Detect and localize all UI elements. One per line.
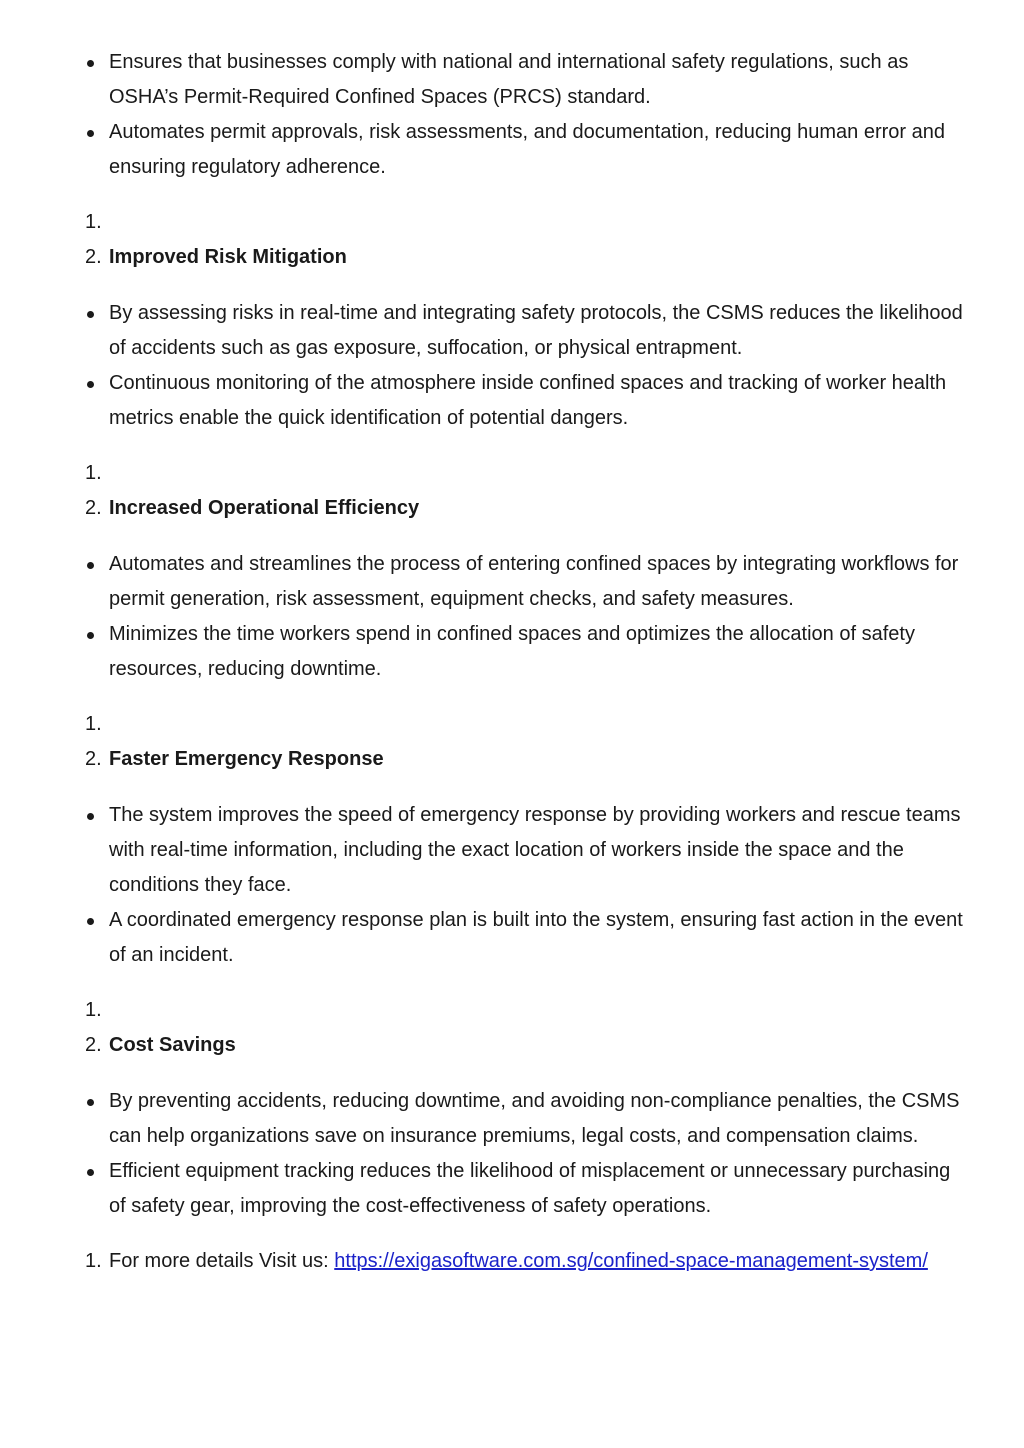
numbered-heading-block [0, 993, 1024, 1063]
website-link[interactable]: https://exigasoftware.com.sg/confined-space-management-system/ [334, 1250, 928, 1272]
list-number: 2. [85, 748, 102, 770]
list-item: By preventing accidents, reducing downtime, and avoiding non-compliance penalties, the CSMS can help organizations save on insurance premiums, legal costs, and compensation claims. [0, 1084, 1024, 1154]
list-item: Minimizes the time workers spend in confined spaces and optimizes the allocation of safety resources, reducing downtime. [0, 617, 1024, 687]
footer-text: For more details Visit us: [109, 1250, 335, 1272]
list-item: By assessing risks in real-time and integrating safety protocols, the CSMS reduces the likelihood of accidents such as gas exposure, suffocation, or physical entrapment. [0, 296, 1024, 366]
list-number: 2. [85, 1034, 102, 1056]
footer-block [0, 1244, 1024, 1279]
section-heading: Increased Operational Efficiency [109, 497, 420, 519]
list-item: Continuous monitoring of the atmosphere inside confined spaces and tracking of worker health metrics enable the quick identification of potential dangers. [0, 366, 1024, 436]
list-item: Efficient equipment tracking reduces the likelihood of misplacement or unnecessary purchasing of safety gear, improving the cost-effectiveness of safety operations. [0, 1154, 1024, 1224]
footer-line [0, 1244, 1024, 1279]
bullet-list [0, 296, 1024, 436]
list-number: 2. [85, 246, 102, 268]
section-heading: Faster Emergency Response [109, 748, 384, 770]
numbered-line-empty [0, 993, 1024, 1028]
bullet-list [0, 1084, 1024, 1224]
list-item: Automates and streamlines the process of entering confined spaces by integrating workflows for permit generation, risk assessment, equipment checks, and safety measures. [0, 547, 1024, 617]
list-number: 1. [85, 462, 102, 484]
numbered-line-heading [0, 240, 1024, 275]
section-heading: Cost Savings [109, 1034, 236, 1056]
numbered-line-empty [0, 205, 1024, 240]
list-number: 2. [85, 497, 102, 519]
numbered-line-heading [0, 491, 1024, 526]
bullet-list [0, 547, 1024, 687]
bullet-list [0, 45, 1024, 185]
numbered-heading-block [0, 707, 1024, 777]
numbered-heading-block [0, 456, 1024, 526]
numbered-line-heading [0, 742, 1024, 777]
document-page [0, 45, 1024, 1279]
bullet-list [0, 798, 1024, 973]
section-heading: Improved Risk Mitigation [109, 246, 347, 268]
list-number: 1. [85, 1250, 102, 1272]
list-item: The system improves the speed of emergency response by providing workers and rescue teams with real-time information, including the exact location of workers inside the space and the conditions they face. [0, 798, 1024, 903]
list-item: Ensures that businesses comply with national and international safety regulations, such as OSHA’s Permit-Required Confined Spaces (PRCS) standard. [0, 45, 1024, 115]
list-number: 1. [85, 211, 102, 233]
list-item: A coordinated emergency response plan is built into the system, ensuring fast action in the event of an incident. [0, 903, 1024, 973]
numbered-heading-block [0, 205, 1024, 275]
list-number: 1. [85, 713, 102, 735]
numbered-line-empty [0, 707, 1024, 742]
list-item: Automates permit approvals, risk assessments, and documentation, reducing human error and ensuring regulatory adherence. [0, 115, 1024, 185]
numbered-line-heading [0, 1028, 1024, 1063]
numbered-line-empty [0, 456, 1024, 491]
list-number: 1. [85, 999, 102, 1021]
